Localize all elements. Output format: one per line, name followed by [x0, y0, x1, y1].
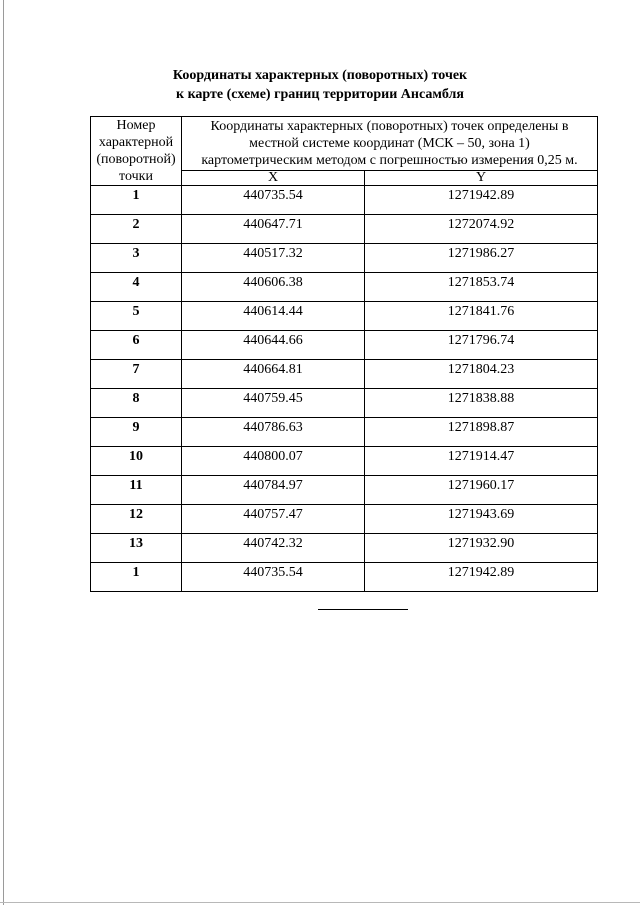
x-coordinate-cell: 440614.44 [182, 302, 365, 331]
point-number-cell: 8 [91, 389, 182, 418]
point-number-cell: 11 [91, 476, 182, 505]
y-coordinate-cell: 1271796.74 [365, 331, 598, 360]
x-coordinate-cell: 440647.71 [182, 215, 365, 244]
header-description-line: местной системе координат (МСК – 50, зона 1) [249, 136, 530, 151]
header-number-line: Номер [116, 118, 156, 133]
point-number-cell: 7 [91, 360, 182, 389]
end-rule [318, 609, 408, 610]
x-coordinate-cell: 440735.54 [182, 186, 365, 215]
title-line-1: Координаты характерных (поворотных) точек [172, 68, 468, 83]
point-number-cell: 5 [91, 302, 182, 331]
table-row [91, 418, 598, 447]
y-coordinate-cell: 1271986.27 [365, 244, 598, 273]
table-row [91, 447, 598, 476]
point-number-cell: 6 [91, 331, 182, 360]
document-title [0, 66, 640, 104]
scan-edge-left [3, 0, 4, 905]
y-coordinate-cell: 1271841.76 [365, 302, 598, 331]
header-number-line: точки [119, 169, 153, 184]
scan-edge-bottom [0, 902, 640, 903]
table-row [91, 505, 598, 534]
header-point-number [91, 117, 182, 186]
y-coordinate-cell: 1271804.23 [365, 360, 598, 389]
table-row [91, 244, 598, 273]
x-coordinate-cell: 440606.38 [182, 273, 365, 302]
table-row [91, 215, 598, 244]
y-coordinate-cell: 1271838.88 [365, 389, 598, 418]
header-description [182, 117, 598, 171]
table-row [91, 389, 598, 418]
point-number-cell: 1 [91, 563, 182, 592]
x-coordinate-cell: 440800.07 [182, 447, 365, 476]
point-number-cell: 10 [91, 447, 182, 476]
x-coordinate-cell: 440757.47 [182, 505, 365, 534]
point-number-cell: 2 [91, 215, 182, 244]
y-coordinate-cell: 1271932.90 [365, 534, 598, 563]
table-row [91, 302, 598, 331]
y-coordinate-cell: 1272074.92 [365, 215, 598, 244]
header-number-line: (поворотной) [96, 152, 176, 167]
y-coordinate-cell: 1271914.47 [365, 447, 598, 476]
x-coordinate-cell: 440664.81 [182, 360, 365, 389]
point-number-cell: 13 [91, 534, 182, 563]
x-coordinate-cell: 440759.45 [182, 389, 365, 418]
y-coordinate-cell: 1271960.17 [365, 476, 598, 505]
table-row [91, 186, 598, 215]
header-x: X [182, 171, 365, 186]
y-coordinate-cell: 1271942.89 [365, 563, 598, 592]
y-coordinate-cell: 1271943.69 [365, 505, 598, 534]
x-coordinate-cell: 440517.32 [182, 244, 365, 273]
x-coordinate-cell: 440742.32 [182, 534, 365, 563]
table-body [91, 186, 598, 592]
title-line-2: к карте (схеме) границ территории Ансамбля [176, 87, 464, 102]
header-y: Y [365, 171, 598, 186]
x-coordinate-cell: 440735.54 [182, 563, 365, 592]
point-number-cell: 4 [91, 273, 182, 302]
x-coordinate-cell: 440784.97 [182, 476, 365, 505]
table-row [91, 534, 598, 563]
coordinates-table [90, 116, 598, 592]
table-header-row [91, 117, 598, 171]
header-number-line: характерной [98, 135, 174, 150]
x-coordinate-cell: 440786.63 [182, 418, 365, 447]
table-row [91, 563, 598, 592]
y-coordinate-cell: 1271898.87 [365, 418, 598, 447]
table-row [91, 273, 598, 302]
header-description-line: картометрическим методом с погрешностью измерения 0,25 м. [201, 153, 578, 168]
point-number-cell: 3 [91, 244, 182, 273]
table-row [91, 476, 598, 505]
point-number-cell: 9 [91, 418, 182, 447]
y-coordinate-cell: 1271942.89 [365, 186, 598, 215]
x-coordinate-cell: 440644.66 [182, 331, 365, 360]
y-coordinate-cell: 1271853.74 [365, 273, 598, 302]
header-description-line: Координаты характерных (поворотных) точек определены в [210, 119, 569, 134]
point-number-cell: 12 [91, 505, 182, 534]
point-number-cell: 1 [91, 186, 182, 215]
table-row [91, 360, 598, 389]
table-row [91, 331, 598, 360]
